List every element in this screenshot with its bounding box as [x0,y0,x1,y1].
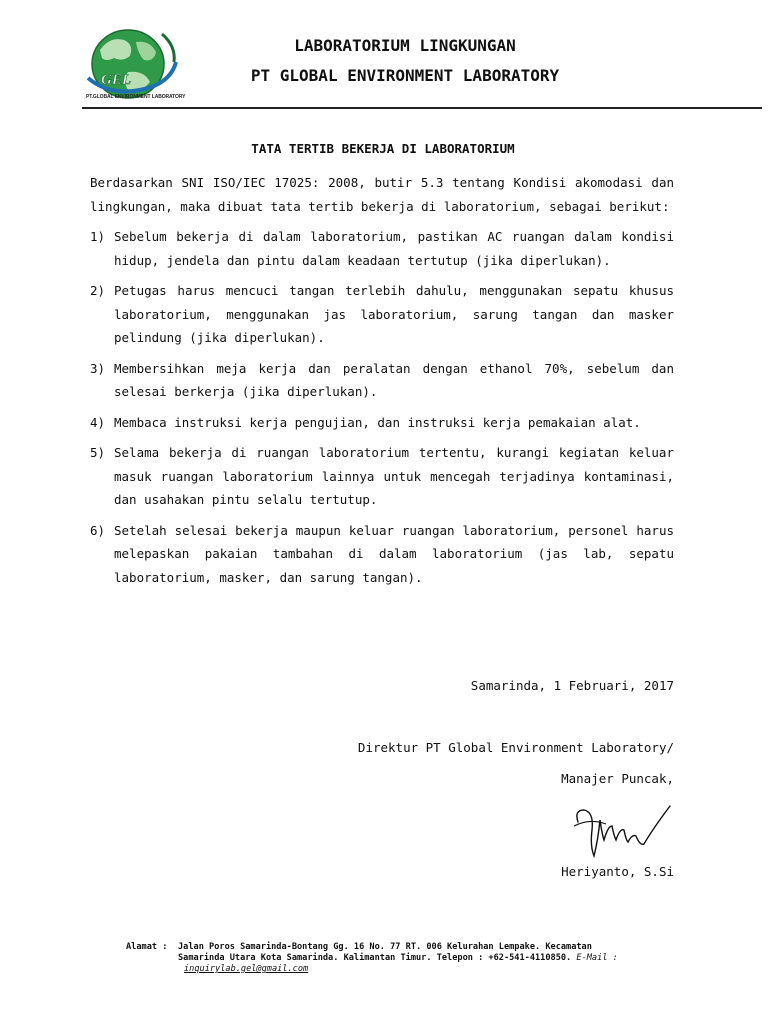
globe-logo-icon [84,22,180,102]
email-label: E-Mail : [576,953,618,963]
signature-icon [570,800,680,864]
address-line-1: Jalan Poros Samarinda-Bontang Gg. 16 No. 77 RT. 006 Kelurahan Lempake. Kecamatan [178,942,592,952]
rule-text: Selama bekerja di ruangan laboratorium tertentu, kurangi kegiatan keluar masuk ruangan laboratorium lainnya untuk mencegah terjadinya kontaminasi, dan usahakan pintu selalu tertutup. [114,445,674,507]
header-divider [82,107,762,109]
rule-number: 4) [90,414,106,430]
signatory-name: Heriyanto, S.Si [561,864,674,879]
rule-text: Membaca instruksi kerja pengujian, dan instruksi kerja pemakaian alat. [114,414,641,430]
rule-item [90,357,674,404]
document-body [90,171,674,596]
handwritten-signature [570,800,680,864]
address-label: Alamat : [126,942,168,952]
signatory-position-2: Manajer Puncak, [561,771,674,786]
logo-caption: PT.GLOBAL ENVIRONMENT LABORATORY [86,94,186,100]
rule-number: 5) [90,445,106,460]
rule-number: 3) [90,360,106,376]
footer-address [126,942,686,975]
rule-number: 6) [90,522,106,538]
rule-number: 2) [90,283,106,298]
rule-text: Membersihkan meja kerja dan peralatan dengan ethanol 70%, sebelum dan selesai berkerja (jika diperlukan). [114,360,674,399]
company-logo [84,22,180,102]
place-date: Samarinda, 1 Februari, 2017 [470,678,674,693]
email-link[interactable]: inquirylab.gel@gmail.com [184,964,309,974]
rule-item [90,519,674,590]
signatory-position: Direktur PT Global Environment Laboratory/ [357,740,674,755]
company-name-heading: PT GLOBAL ENVIRONMENT LABORATORY [250,66,560,85]
rule-text: Petugas harus mencuci tangan terlebih dahulu, menggunakan sepatu khusus laboratorium, menggunakan jas laboratorium, sarung tangan dan masker pelindung (jika diperlukan). [114,283,674,345]
logo-text: GEL [101,72,131,88]
rule-text: Sebelum bekerja di dalam laboratorium, pastikan AC ruangan dalam kondisi hidup, jendela dan pintu dalam keadaan tertutup (jika diperlukan). [114,229,674,268]
rule-item [90,441,674,512]
document-title: TATA TERTIB BEKERJA DI LABORATORIUM [251,141,515,156]
rule-item [90,279,674,350]
address-line-2: Samarinda Utara Kota Samarinda. Kalimantan Timur. Telepon : +62-541-4110850. [178,953,572,963]
lab-name-heading: LABORATORIUM LINGKUNGAN [294,36,516,55]
rule-item [90,411,674,435]
rule-item [90,225,674,272]
rule-number: 1) [90,229,106,244]
rule-text: Setelah selesai bekerja maupun keluar ruangan laboratorium, personel harus melepaskan pakaian tambahan di dalam laboratorium (jas lab, sepatu laboratorium, masker, dan sarung tangan). [114,522,674,585]
intro-paragraph: Berdasarkan SNI ISO/IEC 17025: 2008, butir 5.3 tentang Kondisi akomodasi dan lingkungan, maka dibuat tata tertib bekerja di laboratorium, sebagai berikut: [90,175,674,214]
